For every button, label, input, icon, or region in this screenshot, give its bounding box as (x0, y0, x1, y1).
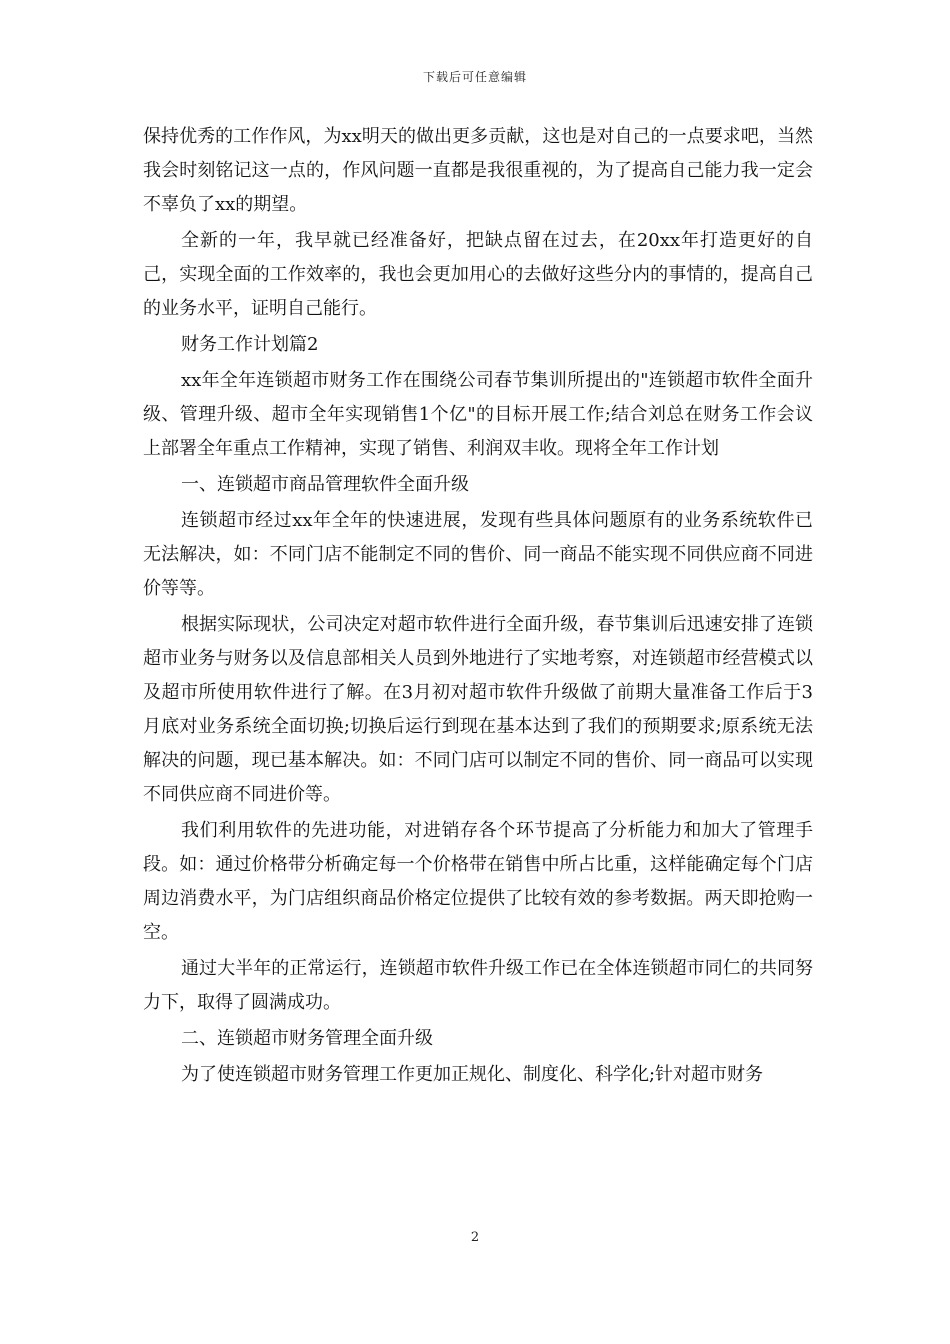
paragraph: 连锁超市经过xx年全年的快速进展，发现有些具体问题原有的业务系统软件已无法解决，如：不同门店不能制定不同的售价、同一商品不能实现不同供应商不同进价等等。 (143, 510, 813, 599)
paragraph: xx年全年连锁超市财务工作在围绕公司春节集训所提出的"连锁超市软件全面升级、管理升级、超市全年实现销售1个亿"的目标开展工作;结合刘总在财务工作会议上部署全年重点工作精神，实现了销售、利润双丰收。现将全年工作计划 (143, 370, 813, 459)
paragraph: 我们利用软件的先进功能，对进销存各个环节提高了分析能力和加大了管理手段。如：通过价格带分析确定每一个价格带在销售中所占比重，这样能确定每个门店周边消费水平，为门店组织商品价格定位提供了比较有效的参考数据。两天即抢购一空。 (143, 820, 813, 943)
page-number: 2 (470, 1230, 480, 1245)
page-header: 下载后可任意编辑 (422, 70, 527, 84)
section-heading: 财务工作计划篇2 (181, 334, 319, 355)
paragraph: 通过大半年的正常运行，连锁超市软件升级工作已在全体连锁超市同仁的共同努力下，取得了圆满成功。 (143, 958, 813, 1013)
paragraph: 为了使连锁超市财务管理工作更加正规化、制度化、科学化;针对超市财务 (181, 1064, 764, 1085)
section-heading: 一、连锁超市商品管理软件全面升级 (181, 474, 469, 495)
paragraph: 全新的一年，我早就已经准备好，把缺点留在过去，在20xx年打造更好的自己，实现全面的工作效率的，我也会更加用心的去做好这些分内的事情的，提高自己的业务水平，证明自己能行。 (143, 230, 813, 319)
section-heading: 二、连锁超市财务管理全面升级 (181, 1028, 433, 1049)
document-body (143, 120, 813, 1094)
paragraph: 根据实际现状，公司决定对超市软件进行全面升级，春节集训后迅速安排了连锁超市业务与财务以及信息部相关人员到外地进行了实地考察，对连锁超市经营模式以及超市所使用软件进行了解。在3月初对超市软件升级做了前期大量准备工作后于3月底对业务系统全面切换;切换后运行到现在基本达到了我们的预期要求;原系统无法解决的问题，现已基本解决。如：不同门店可以制定不同的售价、同一商品可以实现不同供应商不同进价等。 (143, 614, 813, 805)
paragraph: 保持优秀的工作作风，为xx明天的做出更多贡献，这也是对自己的一点要求吧，当然我会时刻铭记这一点的，作风问题一直都是我很重视的，为了提高自己能力我一定会不辜负了xx的期望。 (143, 126, 813, 215)
